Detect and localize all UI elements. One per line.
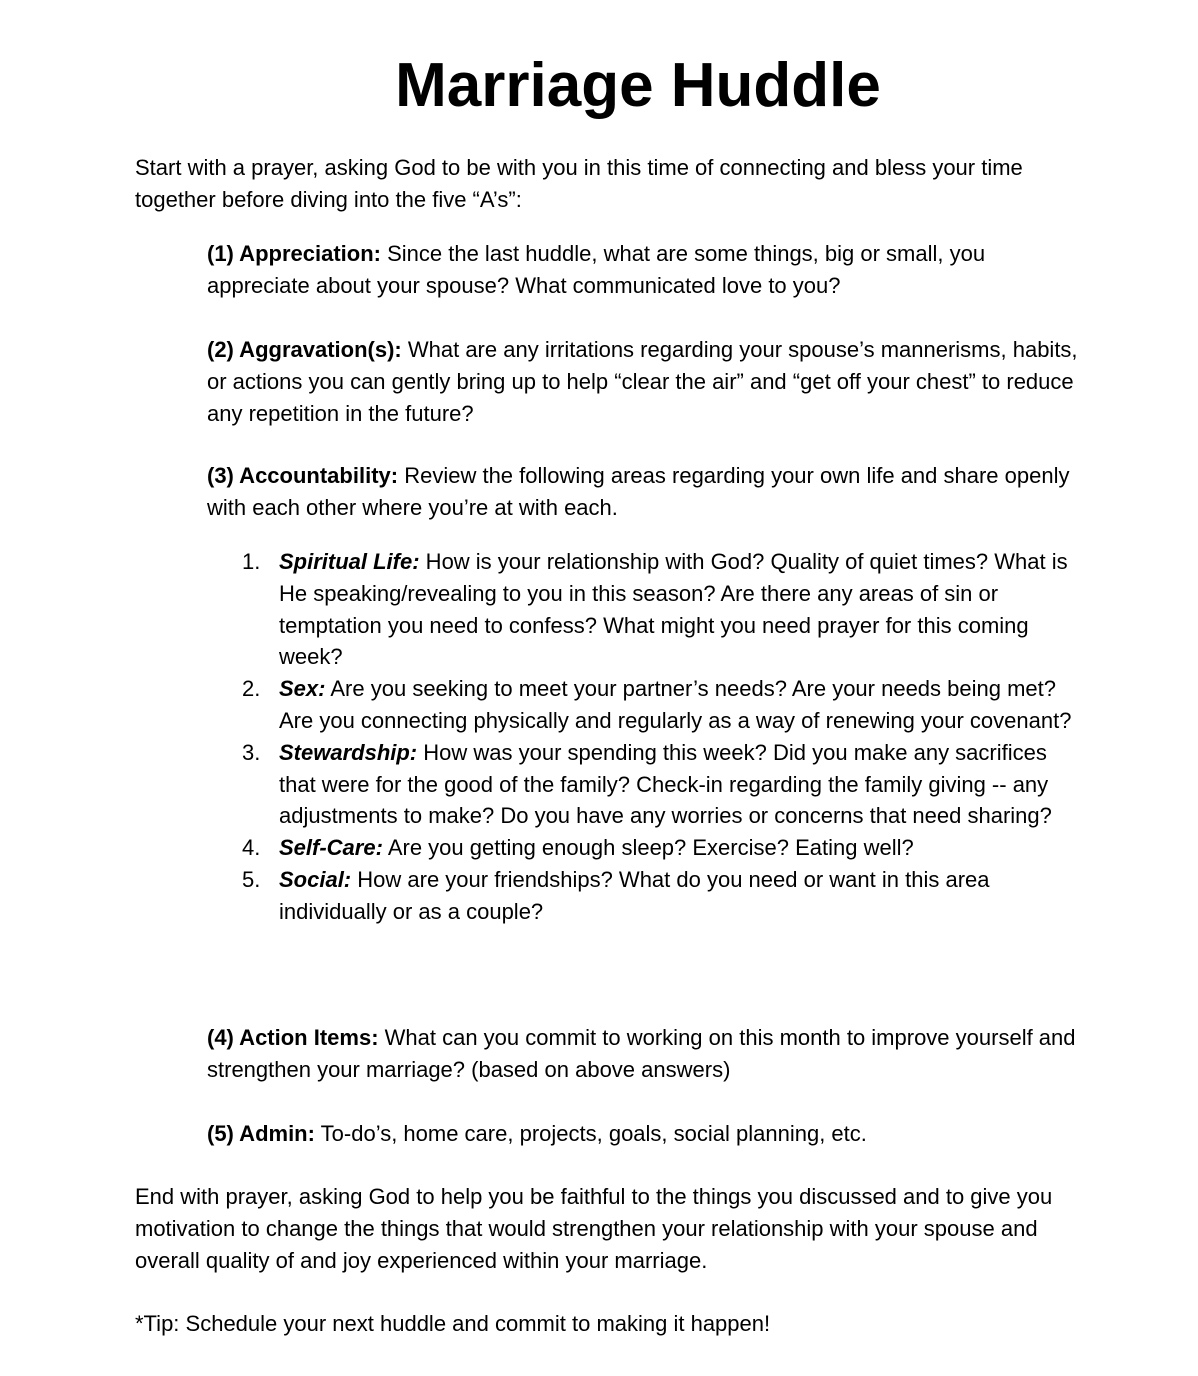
section-label: (1) Appreciation: [207, 241, 381, 266]
list-number: 1. [242, 549, 261, 574]
list-item [242, 546, 1082, 673]
page-title: Marriage Huddle [395, 51, 881, 120]
list-item [242, 673, 1082, 737]
list-number: 3. [242, 739, 261, 765]
section-label: (2) Aggravation(s): [207, 337, 402, 362]
list-item-label: Self-Care: [279, 835, 383, 861]
list-item-label: Social: [279, 866, 352, 892]
accountability-list [242, 546, 1082, 928]
list-item-text: How is your relationship with God? Quality of quiet times? What is He speaking/revealing to you in this season? Are there any areas of sin or temptation you need to confess? What might you need prayer for this coming week? [279, 549, 1068, 670]
section-admin [207, 1118, 1087, 1150]
section-label: (4) Action Items: [207, 1025, 379, 1050]
section-text: What are any irritations regarding your spouse’s mannerisms, habits, or actions you can gently bring up to help “clear the air” and “get off your chest” to reduce any repetition in the future? [207, 337, 1078, 426]
section-label: (5) Admin: [207, 1121, 315, 1146]
list-item-label: Sex: [279, 676, 326, 702]
closing-paragraph: End with prayer, asking God to help you be faithful to the things you discussed and to give you motivation to change the things that would strengthen your relationship with your spouse and overall quality of and joy experienced within your marriage. [135, 1184, 1053, 1273]
list-item-label: Stewardship: [279, 739, 418, 765]
section-appreciation [207, 238, 1087, 302]
list-number: 5. [242, 866, 261, 892]
list-item-text: Are you getting enough sleep? Exercise? Eating well? [382, 835, 914, 861]
section-text: What can you commit to working on this month to improve yourself and strengthen your marriage? (based on above answers) [207, 1025, 1076, 1082]
list-item [242, 737, 1082, 832]
section-text: To-do’s, home care, projects, goals, social planning, etc. [314, 1121, 867, 1146]
intro-paragraph: Start with a prayer, asking God to be with you in this time of connecting and bless your time together before diving into the five “A’s”: [135, 155, 1023, 212]
list-item [242, 832, 1082, 864]
section-text: Since the last huddle, what are some things, big or small, you appreciate about your spouse? What communicated love to you? [207, 241, 986, 298]
list-number: 4. [242, 835, 261, 861]
list-item-text: How was your spending this week? Did you make any sacrifices that were for the good of the family? Check-in regarding the family giving -- any adjustments to make? Do you have any worries or concerns that need sharing? [279, 739, 1052, 829]
section-label: (3) Accountability: [207, 463, 399, 488]
section-action-items [207, 1022, 1087, 1086]
section-accountability [207, 460, 1087, 524]
list-item-text: Are you seeking to meet your partner’s needs? Are your needs being met? Are you connecting physically and regularly as a way of renewing your covenant? [279, 676, 1072, 733]
section-text: Review the following areas regarding your own life and share openly with each other where you’re at with each. [207, 463, 1070, 520]
list-number: 2. [242, 676, 261, 702]
list-item-label: Spiritual Life: [279, 549, 420, 574]
list-item-text: How are your friendships? What do you need or want in this area individually or as a couple? [279, 866, 990, 924]
section-aggravations [207, 334, 1087, 429]
tip-text: *Tip: Schedule your next huddle and commit to making it happen! [135, 1311, 771, 1336]
list-item [242, 864, 1082, 928]
